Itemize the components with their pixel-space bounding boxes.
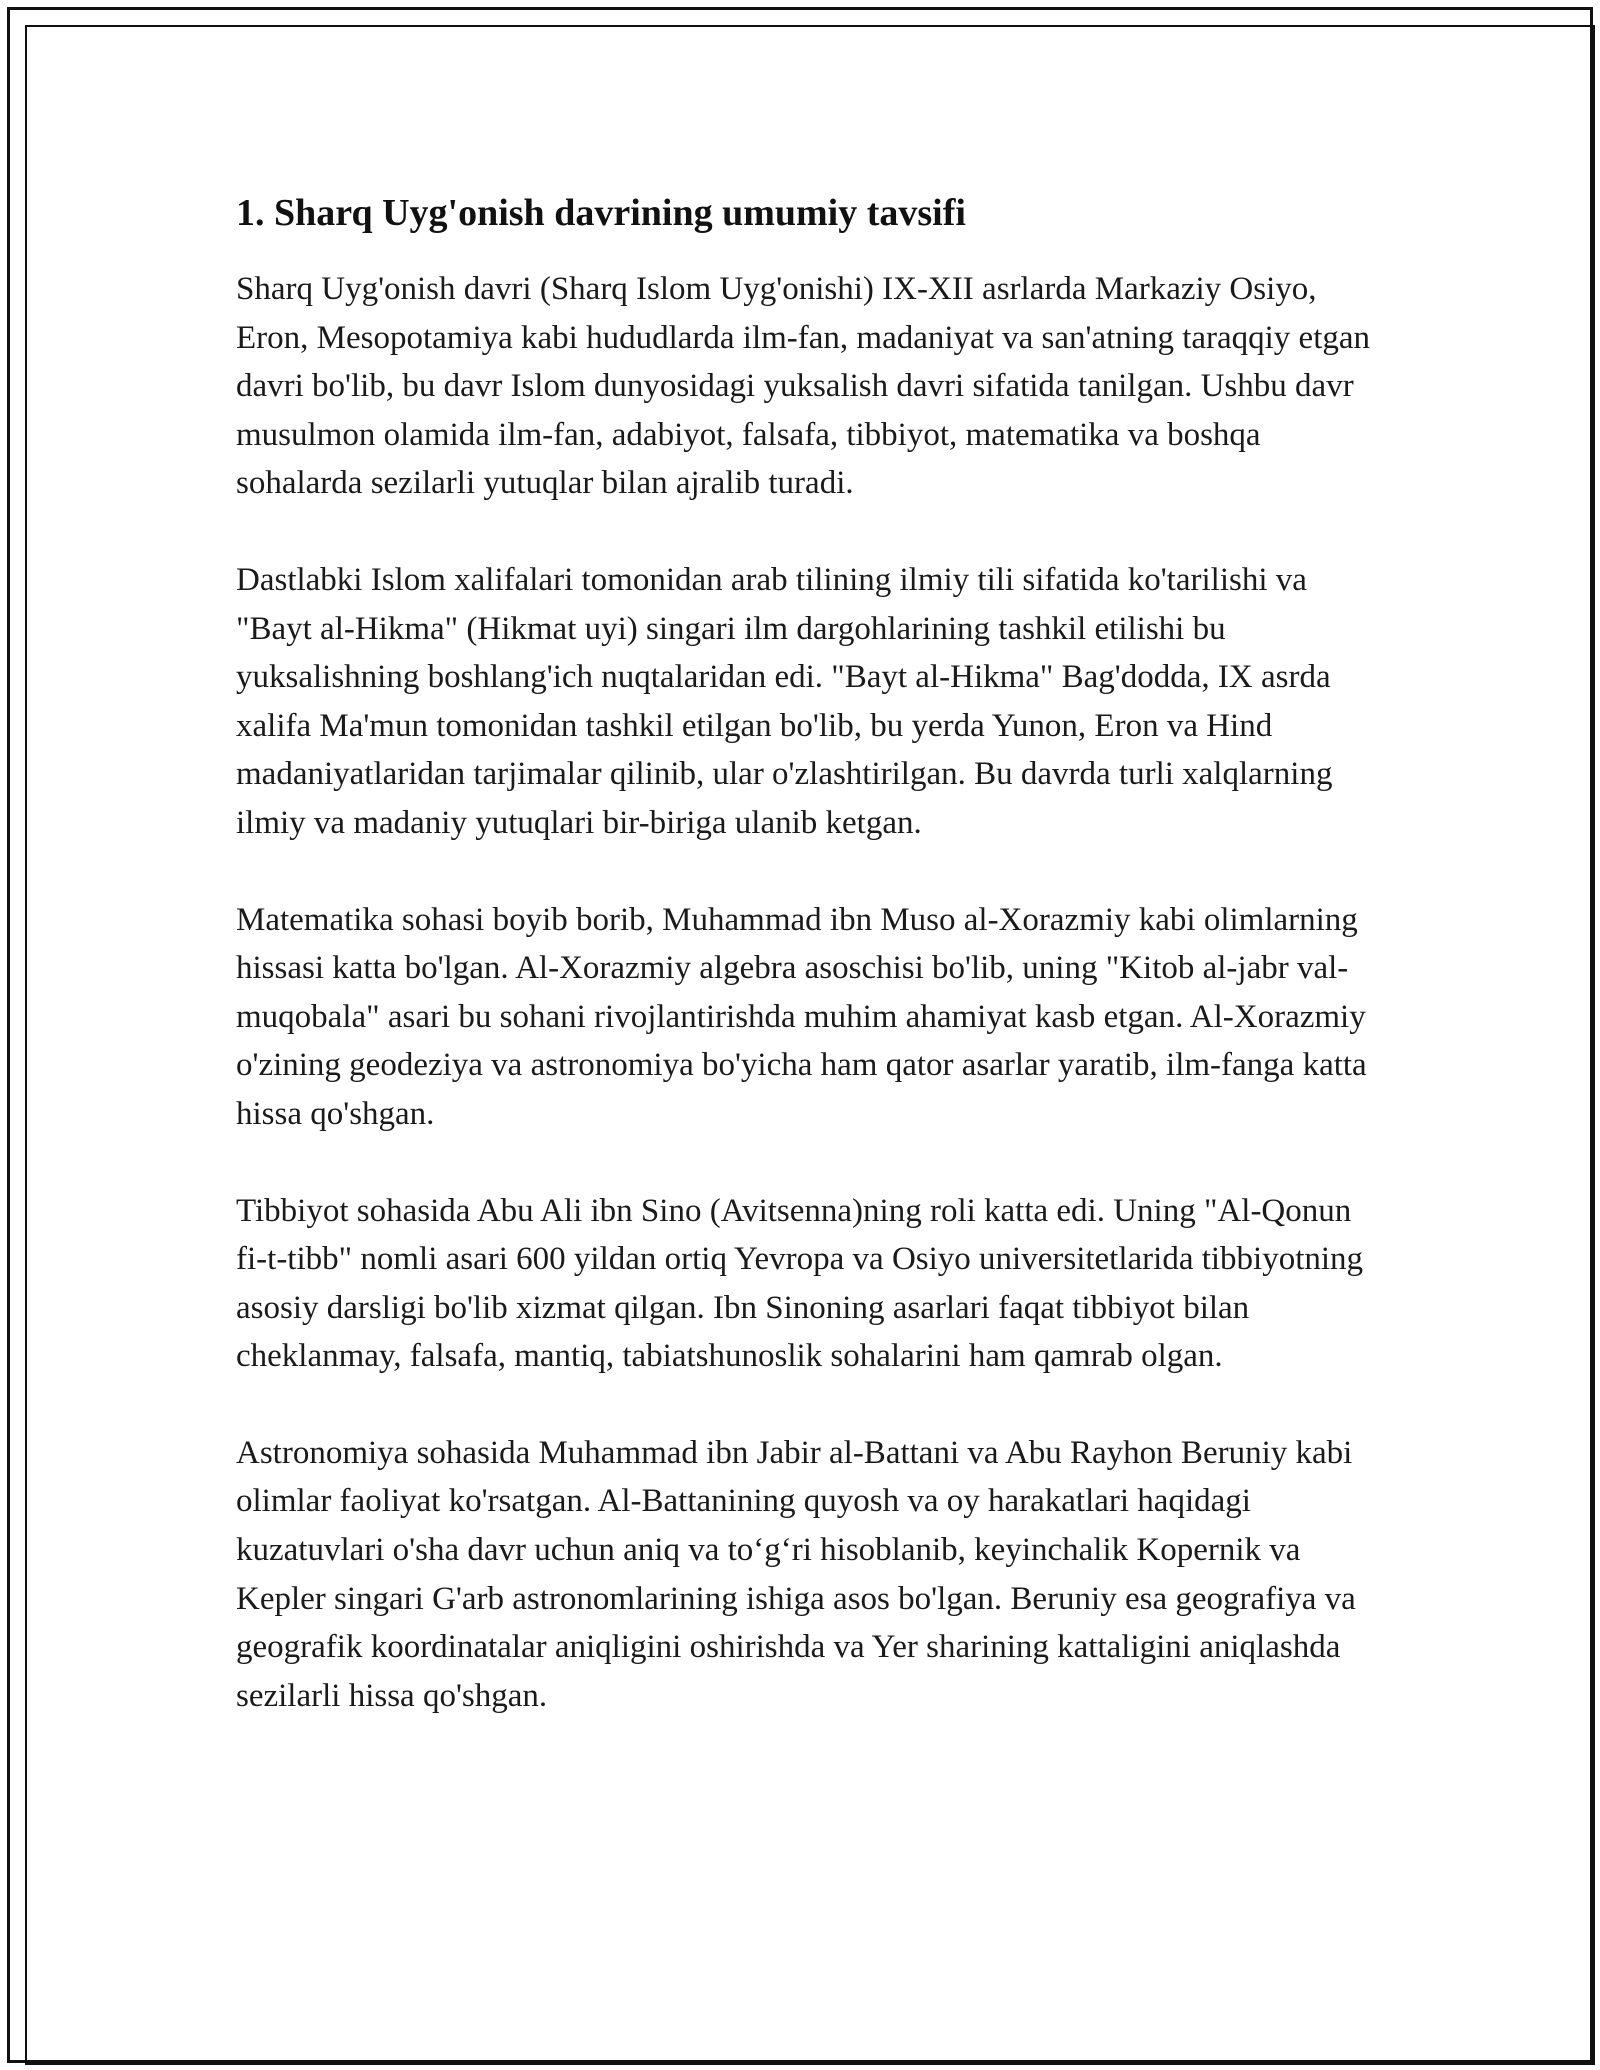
section-heading: 1. Sharq Uyg'onish davrining umumiy tavsifi	[236, 192, 966, 234]
paragraph-overview: Sharq Uyg'onish davri (Sharq Islom Uyg'onishi) IX-XII asrlarda Markaziy Osiyo, Eron, Mesopotamiya kabi hududlarda ilm-fan, madaniyat va san'atning taraqqiy etgan davri bo'lib, bu davr Islom dunyosidagi yuksalish davri sifatida tanilgan. Ushbu davr musulmon olamida ilm-fan, adabiyot, falsafa, tibbiyot, matematika va boshqa sohalarda sezilarli yutuqlar bilan ajralib turadi.	[236, 271, 1371, 502]
document-body	[236, 183, 1376, 1768]
paragraph-mathematics: Matematika sohasi boyib borib, Muhammad ibn Muso al-Xorazmiy kabi olimlarning hissasi katta bo'lgan. Al-Xorazmiy algebra asoschisi bo'lib, uning "Kitob al-jabr val-muqobala" asari bu sohani rivojlantirishda muhim ahamiyat kasb etgan. Al-Xorazmiy o'zining geodeziya va astronomiya bo'yicha ham qator asarlar yaratib, ilm-fanga katta hissa qo'shgan.	[236, 901, 1367, 1132]
paragraph-medicine: Tibbiyot sohasida Abu Ali ibn Sino (Avitsenna)ning roli katta edi. Uning "Al-Qonun fi-t-tibb" nomli asari 600 yildan ortiq Yevropa va Osiyo universitetlarida tibbiyotning asosiy darsligi bo'lib xizmat qilgan. Ibn Sinoning asarlari faqat tibbiyot bilan cheklanmay, falsafa, mantiq, tabiatshunoslik sohalarini ham qamrab olgan.	[236, 1192, 1364, 1375]
paragraph-astronomy: Astronomiya sohasida Muhammad ibn Jabir al-Battani va Abu Rayhon Beruniy kabi olimlar faoliyat ko'rsatgan. Al-Battanining quyosh va oy harakatlari haqidagi kuzatuvlari o'sha davr uchun aniq va to‘g‘ri hisoblanib, keyinchalik Kopernik va Kepler singari G'arb astronomlarining ishiga asos bo'lgan. Beruniy esa geografiya va geografik koordinatalar aniqligini oshirishda va Yer sharining kattaligini aniqlashda sezilarli hissa qo'shgan.	[236, 1434, 1356, 1714]
paragraph-bayt-al-hikma: Dastlabki Islom xalifalari tomonidan arab tilining ilmiy tili sifatida ko'tarilishi va "Bayt al-Hikma" (Hikmat uyi) singari ilm dargohlarining tashkil etilishi bu yuksalishning boshlang'ich nuqtalaridan edi. "Bayt al-Hikma" Bag'dodda, IX asrda xalifa Ma'mun tomonidan tashkil etilgan bo'lib, bu yerda Yunon, Eron va Hind madaniyatlaridan tarjimalar qilinib, ular o'zlashtirilgan. Bu davrda turli xalqlarning ilmiy va madaniy yutuqlari bir-biriga ulanib ketgan.	[236, 561, 1333, 841]
